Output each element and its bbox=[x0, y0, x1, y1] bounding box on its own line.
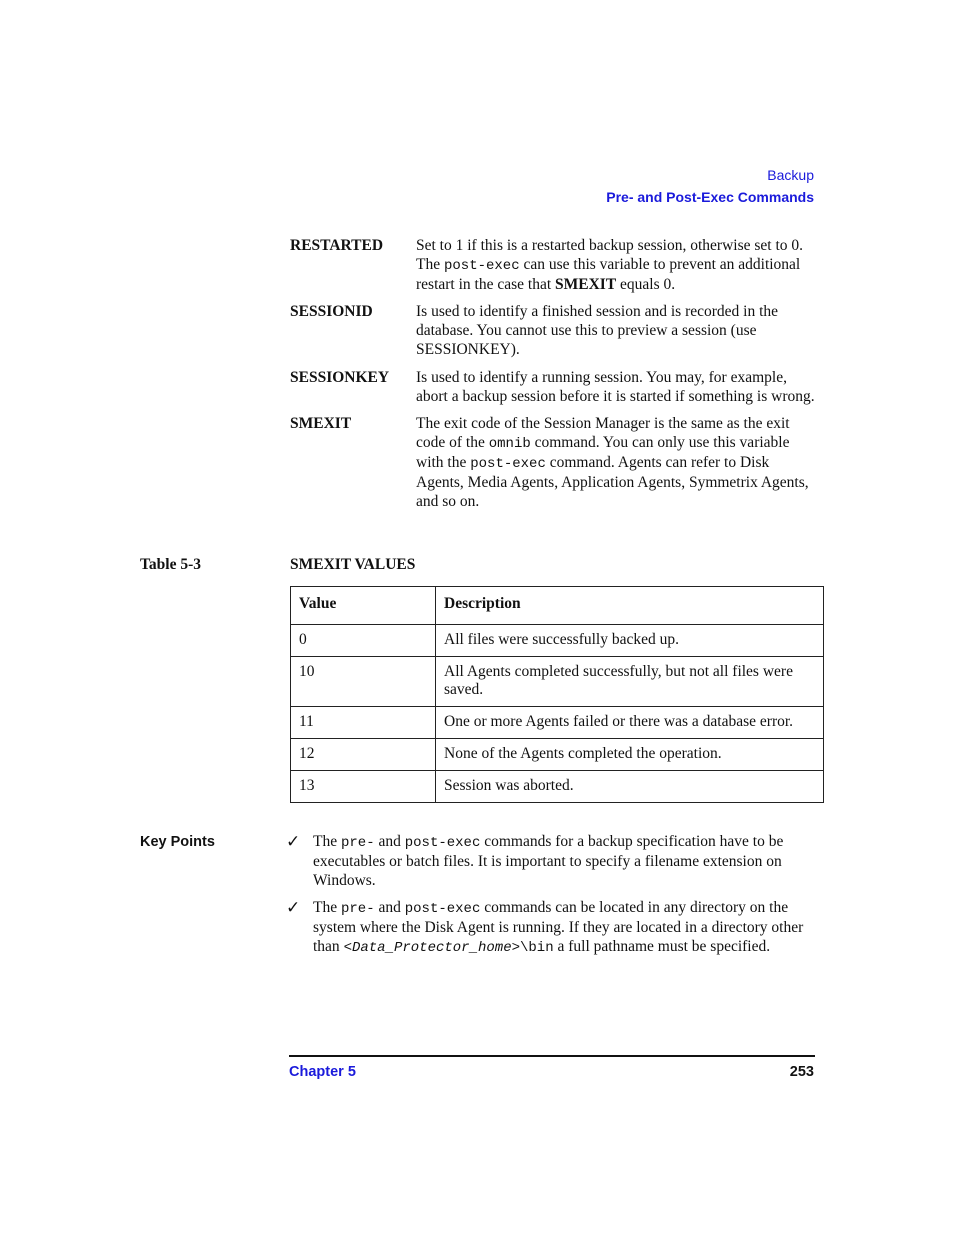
checkmark-icon: ✓ bbox=[286, 832, 301, 852]
table-title: SMEXIT VALUES bbox=[290, 556, 416, 573]
table-row bbox=[291, 738, 824, 770]
list-item bbox=[286, 833, 816, 890]
key-point-text: The pre- and post-exec commands can be located in any directory on the system where the Disk Agent is running. If they are located in a directory other than <Data_Protector_home>\bin a full pathname must be specified. bbox=[313, 899, 804, 956]
definition-description: Set to 1 if this is a restarted backup session, otherwise set to 0. The post-exec can use this variable to prevent an additional restart in the case that SMEXIT equals 0. bbox=[416, 237, 804, 293]
header-section: Backup bbox=[767, 167, 814, 183]
page-number: 253 bbox=[789, 1064, 814, 1080]
table-number: Table 5-3 bbox=[140, 556, 202, 573]
code-pre: pre- bbox=[340, 901, 375, 918]
key-point-text: The pre- and post-exec commands for a backup specification have to be executables or batch files. It is important to specify a filename extension on Windows. bbox=[313, 833, 784, 889]
column-header-description: Description bbox=[436, 587, 824, 625]
definition-description: Is used to identify a running session. You may, for example, abort a backup session before it is started if something is wrong. bbox=[416, 368, 815, 405]
table-header-row bbox=[291, 587, 824, 625]
smexit-ref: SMEXIT bbox=[555, 275, 617, 293]
table-row bbox=[291, 770, 824, 802]
definition-smexit bbox=[290, 415, 815, 511]
checkmark-icon: ✓ bbox=[286, 898, 301, 919]
header-subsection: Pre- and Post-Exec Commands bbox=[606, 189, 814, 205]
key-points-list bbox=[286, 833, 816, 967]
variable-definition-list bbox=[290, 237, 815, 520]
cell-description: One or more Agents failed or there was a database error. bbox=[436, 707, 824, 739]
key-points-label: Key Points bbox=[140, 834, 215, 850]
code-bin: \bin bbox=[520, 939, 554, 956]
definition-sessionkey bbox=[290, 369, 815, 407]
table-row bbox=[291, 707, 824, 739]
definition-term: SMEXIT bbox=[290, 415, 352, 433]
definition-term: RESTARTED bbox=[290, 237, 384, 254]
footer-chapter: Chapter 5 bbox=[289, 1064, 356, 1080]
column-header-value: Value bbox=[291, 587, 436, 625]
cell-value: 12 bbox=[291, 738, 436, 770]
code-post-exec: post-exec bbox=[470, 455, 546, 472]
cell-description: None of the Agents completed the operation. bbox=[436, 738, 824, 770]
table-row bbox=[291, 656, 824, 707]
code-post-exec: post-exec bbox=[404, 835, 481, 851]
definition-term: SESSIONKEY bbox=[290, 368, 390, 386]
definition-sessionid bbox=[290, 303, 815, 359]
cell-value: 11 bbox=[291, 707, 436, 739]
cell-value: 13 bbox=[291, 770, 436, 802]
definition-term: SESSIONID bbox=[290, 303, 373, 321]
list-item bbox=[286, 899, 816, 957]
definition-description: Is used to identify a finished session and is recorded in the database. You cannot use this to preview a session (use SESSIONKEY). bbox=[416, 303, 779, 358]
cell-description: All files were successfully backed up. bbox=[436, 624, 824, 656]
code-post-exec: post-exec bbox=[443, 257, 520, 274]
code-post-exec: post-exec bbox=[404, 901, 481, 918]
cell-description: All Agents completed successfully, but not all files were saved. bbox=[436, 656, 824, 707]
definition-description: The exit code of the Session Manager is the same as the exit code of the omnib command. You can only use this variable with the post-exec command. Agents can refer to Disk Agents, Media Agents, Application Agents, Symmetrix Agents, and so on. bbox=[416, 415, 809, 510]
cell-description: Session was aborted. bbox=[436, 770, 824, 802]
definition-restarted bbox=[290, 237, 815, 294]
code-omnib: omnib bbox=[488, 436, 531, 453]
code-pre: pre- bbox=[340, 835, 375, 851]
code-home-path: <Data_Protector_home> bbox=[343, 939, 520, 956]
cell-value: 10 bbox=[291, 656, 436, 707]
table-row bbox=[291, 624, 824, 656]
footer-rule bbox=[289, 1055, 815, 1057]
running-header bbox=[606, 165, 814, 209]
smexit-values-table bbox=[290, 586, 824, 803]
cell-value: 0 bbox=[291, 624, 436, 656]
